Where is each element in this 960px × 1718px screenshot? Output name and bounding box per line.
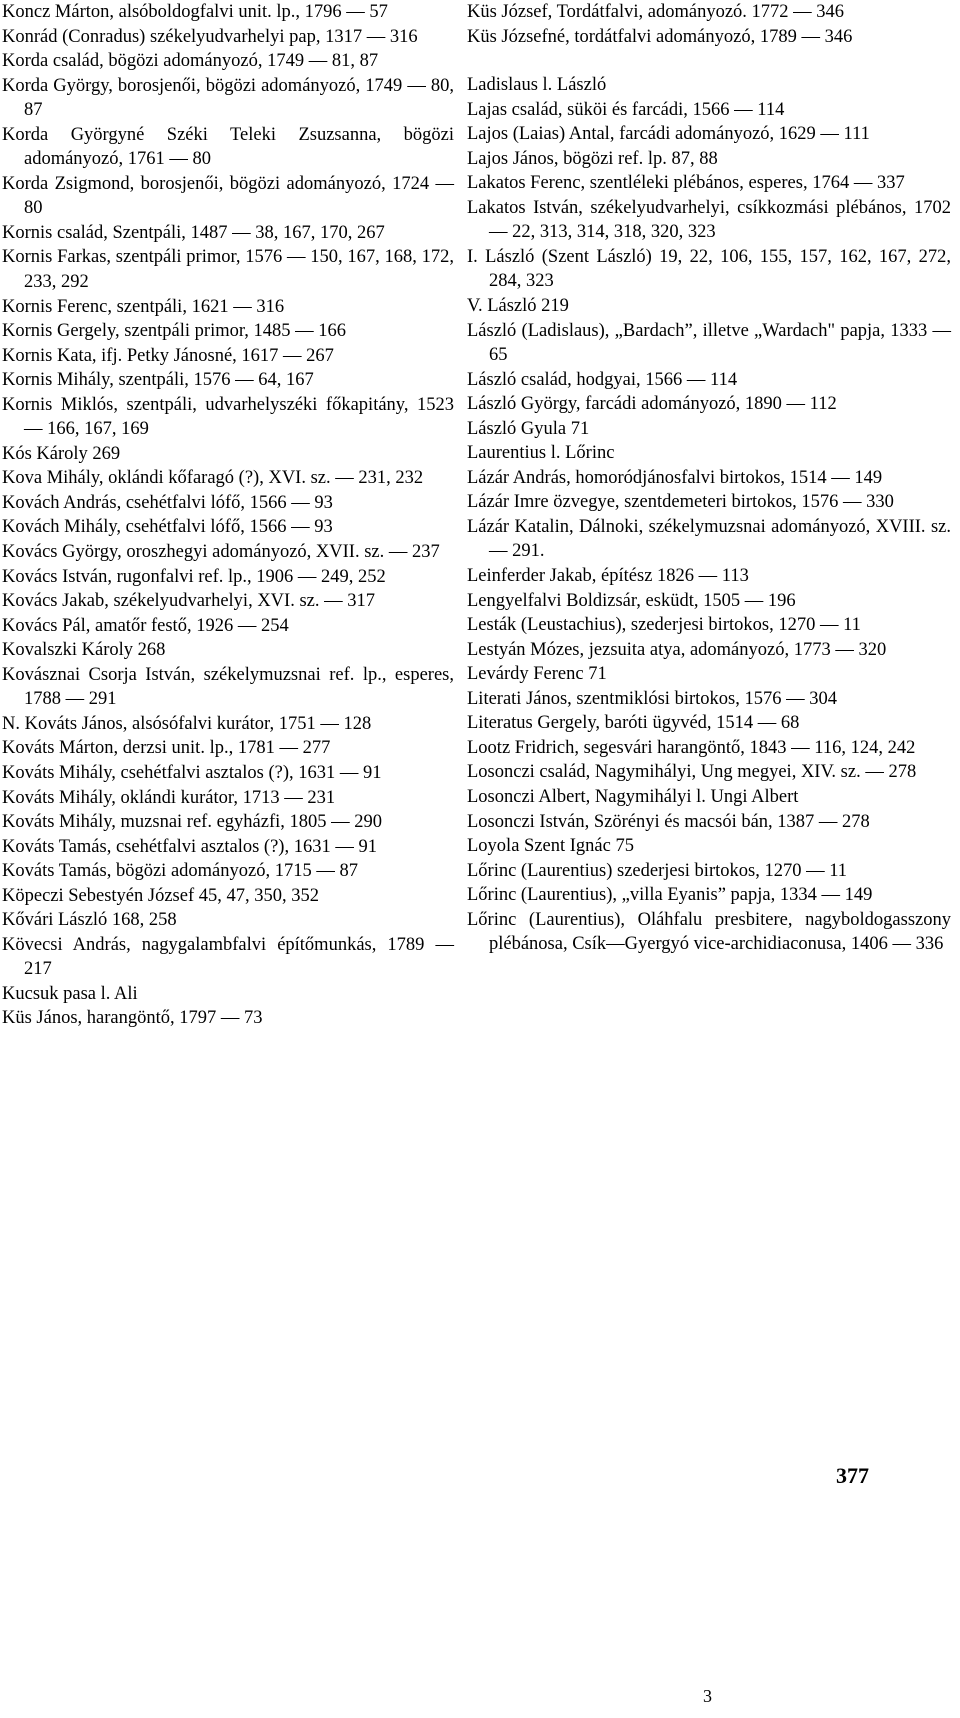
index-entry: Literati János, szentmiklósi birtokos, 1576 — 304 <box>467 688 837 709</box>
page-number: 377 <box>836 1463 869 1488</box>
index-entry: Kornis Gergely, szentpáli primor, 1485 — 166 <box>2 321 347 342</box>
index-entry: Kováts Tamás, bögözi adományozó, 1715 — 87 <box>2 861 358 882</box>
index-entry: Ladislaus l. László <box>467 75 607 96</box>
index-entry: V. László 219 <box>467 296 569 317</box>
index-entry: Loyola Szent Ignác 75 <box>467 836 634 857</box>
index-entry: Lázár Katalin, Dálnoki, székelymuzsnai adományozó, XVIII. sz. — 291. <box>467 516 951 562</box>
index-entry: László Gyula 71 <box>467 418 590 439</box>
index-entry: Lőrinc (Laurentius) szederjesi birtokos, 1270 — 11 <box>467 860 848 881</box>
index-entry: Losonczi család, Nagymihályi, Ung megyei, XIV. sz. — 278 <box>467 762 917 783</box>
index-entry: Küs Józsefné, tordátfalvi adományozó, 1789 — 346 <box>467 26 853 47</box>
index-entry: Kornis Farkas, szentpáli primor, 1576 — 150, 167, 168, 172, 233, 292 <box>2 247 454 293</box>
index-entry: Laurentius l. Lőrinc <box>467 443 615 464</box>
index-entry: Kornis Kata, ifj. Petky Jánosné, 1617 — 267 <box>2 345 334 366</box>
index-entry: Koncz Márton, alsóboldogfalvi unit. lp., 1796 — 57 <box>2 2 388 22</box>
index-entry: Lázár András, homoródjánosfalvi birtokos, 1514 — 149 <box>467 467 883 488</box>
index-entry: Kővári László 168, 258 <box>2 910 177 931</box>
index-entry: Lőrinc (Laurentius), „villa Eyanis” papja, 1334 — 149 <box>467 885 873 906</box>
index-entry: Kovács Pál, amatőr festő, 1926 — 254 <box>2 615 289 636</box>
index-entry: Lajos (Laias) Antal, farcádi adományozó, 1629 — 111 <box>467 124 870 145</box>
index-entry: László család, hodgyai, 1566 — 114 <box>467 369 738 390</box>
index-column-right <box>467 0 951 957</box>
index-entry: Leinferder Jakab, építész 1826 — 113 <box>467 566 749 587</box>
index-entry: Kornis Ferenc, szentpáli, 1621 — 316 <box>2 296 285 317</box>
index-entry: László (Ladislaus), „Bardach”, illetve „Wardach" papja, 1333 — 65 <box>467 320 951 366</box>
index-entry: Losonczi István, Szörényi és macsói bán, 1387 — 278 <box>467 811 870 832</box>
index-entry: Kova Mihály, oklándi kőfaragó (?), XVI. sz. — 231, 232 <box>2 468 424 489</box>
index-entry: Kornis Mihály, szentpáli, 1576 — 64, 167 <box>2 370 314 391</box>
index-entry: Kováts Mihály, oklándi kurátor, 1713 — 231 <box>2 787 336 808</box>
index-entry: Korda család, bögözi adományozó, 1749 — 81, 87 <box>2 51 379 72</box>
index-entry: Kovács György, oroszhegyi adományozó, XVII. sz. — 237 <box>2 542 440 563</box>
index-entry: Losonczi Albert, Nagymihályi l. Ungi Albert <box>467 786 799 807</box>
index-entry: Korda Zsigmond, borosjenői, bögözi adományozó, 1724 — 80 <box>2 173 454 219</box>
index-entry: Lakatos Ferenc, szentléleki plébános, esperes, 1764 — 337 <box>467 173 905 194</box>
index-entry: Kováts Tamás, csehétfalvi asztalos (?), 1631 — 91 <box>2 836 377 857</box>
index-entry: Kováts Márton, derzsi unit. lp., 1781 — 277 <box>2 738 331 759</box>
index-entry: Köpeczi Sebestyén József 45, 47, 350, 352 <box>2 885 320 906</box>
index-entry: Lesták (Leustachius), szederjesi birtokos, 1270 — 11 <box>467 615 861 636</box>
index-entry: Kós Károly 269 <box>2 443 121 464</box>
index-entry: Levárdy Ferenc 71 <box>467 664 607 685</box>
index-entry: Kovács Jakab, székelyudvarhelyi, XVI. sz. — 317 <box>2 591 375 612</box>
index-entry: Lőrinc (Laurentius), Oláhfalu presbitere, nagyboldogasszony plébánosa, Csík—Gyergyó vice-archidiaconusa, 1406 — 336 <box>467 909 951 955</box>
index-entry: I. László (Szent László) 19, 22, 106, 155, 157, 162, 167, 272, 284, 323 <box>467 246 951 292</box>
index-entry: Lajas család, süköi és farcádi, 1566 — 114 <box>467 99 785 120</box>
index-entry: Kovács István, rugonfalvi ref. lp., 1906 — 249, 252 <box>2 566 386 587</box>
index-entry: Kovalszki Károly 268 <box>2 640 166 661</box>
index-entry: Kövecsi András, nagygalambfalvi építőmunkás, 1789 — 217 <box>2 934 454 980</box>
index-entry: Lengyelfalvi Boldizsár, esküdt, 1505 — 196 <box>467 590 796 611</box>
index-entry: Kovásznai Csorja István, székelymuzsnai ref. lp., esperes, 1788 — 291 <box>2 664 454 710</box>
index-entry: Lakatos István, székelyudvarhelyi, csíkkozmási plébános, 1702 — 22, 313, 314, 318, 320, 323 <box>467 197 951 243</box>
index-entry: Lootz Fridrich, segesvári harangöntő, 1843 — 116, 124, 242 <box>467 737 916 758</box>
index-entry: Konrád (Conradus) székelyudvarhelyi pap, 1317 — 316 <box>2 26 418 47</box>
index-entry: Kovách András, csehétfalvi lófő, 1566 — 93 <box>2 492 333 513</box>
index-entry: Literatus Gergely, baróti ügyvéd, 1514 — 68 <box>467 713 800 734</box>
index-entry: Küs József, Tordátfalvi, adományozó. 1772 — 346 <box>467 2 845 22</box>
index-entry: Kovách Mihály, csehétfalvi lófő, 1566 — 93 <box>2 517 333 538</box>
index-entry: Lajos János, bögözi ref. lp. 87, 88 <box>467 148 718 169</box>
index-entry: Kováts Mihály, muzsnai ref. egyházfi, 1805 — 290 <box>2 812 383 833</box>
index-entry: Kornis család, Szentpáli, 1487 — 38, 167, 170, 267 <box>2 222 385 243</box>
index-entry: Kucsuk pasa l. Ali <box>2 983 138 1004</box>
footer-page-index: 3 <box>703 1686 712 1706</box>
index-entry: Korda György, borosjenői, bögözi adományozó, 1749 — 80, 87 <box>2 75 454 121</box>
index-entry: Lázár Imre özvegye, szentdemeteri birtokos, 1576 — 330 <box>467 492 894 513</box>
index-entry: Kornis Miklós, szentpáli, udvarhelyszéki főkapitány, 1523 — 166, 167, 169 <box>2 394 454 440</box>
index-entry: Lestyán Mózes, jezsuita atya, adományozó, 1773 — 320 <box>467 639 887 660</box>
index-entry: László György, farcádi adományozó, 1890 — 112 <box>467 394 837 415</box>
index-entry: N. Kováts János, alsósófalvi kurátor, 1751 — 128 <box>2 713 372 734</box>
index-column-left <box>2 0 454 1031</box>
index-entry: Korda Györgyné Széki Teleki Zsuzsanna, bögözi adományozó, 1761 — 80 <box>2 124 454 170</box>
index-entry: Küs János, harangöntő, 1797 — 73 <box>2 1008 263 1029</box>
index-entry: Kováts Mihály, csehétfalvi asztalos (?), 1631 — 91 <box>2 762 382 783</box>
